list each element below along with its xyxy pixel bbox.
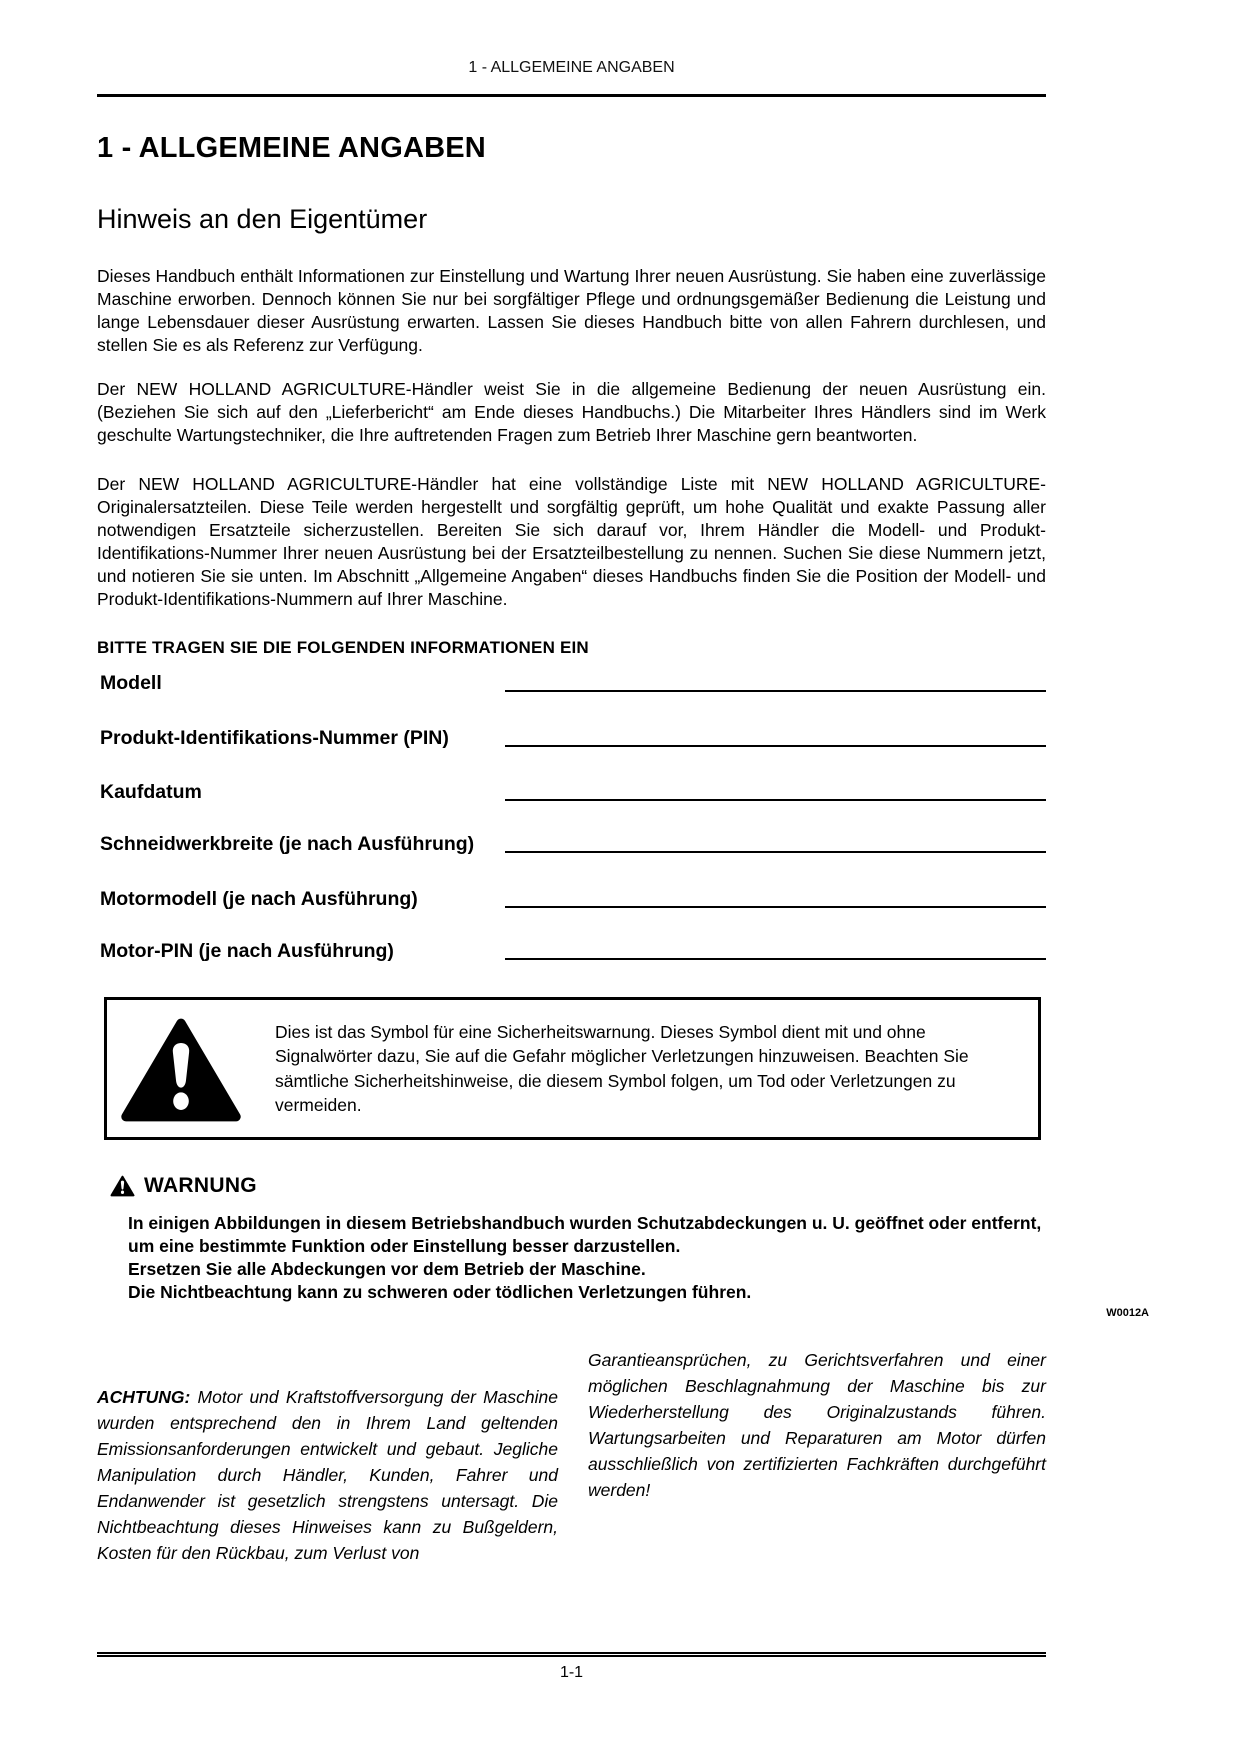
form-row-model — [97, 670, 1046, 696]
notice-left-column — [97, 1347, 558, 1566]
footer-divider — [97, 1652, 1046, 1657]
form-row-header-width — [97, 831, 1046, 857]
owner-form-heading: BITTE TRAGEN SIE DIE FOLGENDEN INFORMATIONEN EIN — [97, 638, 589, 657]
form-row-engine-model — [97, 886, 1046, 912]
warning-body — [128, 1212, 1046, 1304]
form-label-header-width: Schneidwerkbreite (je nach Ausführung) — [100, 833, 475, 855]
form-row-pin — [97, 725, 1046, 751]
form-label-purchase-date: Kaufdatum — [100, 781, 202, 803]
intro-paragraph-2: Der NEW HOLLAND AGRICULTURE-Händler weist Sie in die allgemeine Bedienung der neuen Ausrüstung ein. (Beziehen Sie sich auf den „Lieferbericht“ am Ende dieses Handbuchs.) Die Mitarbeiter Ihres Händlers sind im Werk geschulte Wartungstechniker, die Ihre auftretenden Fragen zum Betrieb Ihrer Maschine gern beantworten. — [97, 379, 1046, 445]
form-blank-line-model — [505, 690, 1046, 692]
notice-label: ACHTUNG: — [97, 1387, 191, 1407]
form-label-model: Modell — [100, 672, 162, 694]
safety-alert-text: Dies ist das Symbol für eine Sicherheitswarnung. Dieses Symbol dient mit und ohne Signalwörter dazu, Sie auf die Gefahr möglicher Verletzungen hinzuweisen. Beachten Sie sämtliche Sicherheitshinweise, die diesem Symbol folgen, um Tod oder Verletzungen zu vermeiden. — [275, 1021, 969, 1115]
chapter-title: 1 - ALLGEMEINE ANGABEN — [97, 132, 486, 164]
safety-alert-box — [104, 997, 1041, 1140]
form-label-engine-pin: Motor-PIN (je nach Ausführung) — [100, 940, 394, 962]
warning-heading — [110, 1174, 1046, 1198]
form-blank-line-purchase-date — [505, 799, 1046, 801]
form-label-engine-model: Motormodell (je nach Ausführung) — [100, 888, 418, 910]
notice-right-column — [588, 1347, 1046, 1566]
warning-line-1: In einigen Abbildungen in diesem Betriebshandbuch wurden Schutzabdeckungen u. U. geöffnet oder entfernt, um eine bestimmte Funktion oder Einstellung besser darzustellen. — [128, 1213, 1042, 1256]
safety-alert-triangle-icon — [117, 1016, 245, 1124]
notice-left-paragraph — [97, 1384, 558, 1566]
form-row-purchase-date — [97, 779, 1046, 805]
form-blank-line-pin — [505, 745, 1046, 747]
warning-label: WARNUNG — [144, 1174, 257, 1197]
page-number: 1-1 — [559, 1664, 584, 1681]
warning-line-3: Die Nichtbeachtung kann zu schweren oder tödlichen Verletzungen führen. — [128, 1282, 752, 1302]
form-label-pin: Produkt-Identifikations-Nummer (PIN) — [100, 727, 449, 749]
form-blank-line-engine-model — [505, 906, 1046, 908]
intro-paragraph-1: Dieses Handbuch enthält Informationen zur Einstellung und Wartung Ihrer neuen Ausrüstung. Sie haben eine zuverlässige Maschine erworben. Dennoch können Sie nur bei sorgfältiger Pflege und ordnungsgemäßer Bedienung die Leistung und lange Lebensdauer dieser Ausrüstung erwarten. Lassen Sie dieses Handbuch bitte von allen Fahrern durchlesen, und stellen Sie es als Referenz zur Verfügung. — [97, 266, 1046, 355]
page-footer — [97, 1652, 1046, 1682]
form-blank-line-engine-pin — [505, 958, 1046, 960]
warning-line-2: Ersetzen Sie alle Abdeckungen vor dem Betrieb der Maschine. — [128, 1259, 646, 1279]
form-blank-line-header-width — [505, 851, 1046, 853]
running-header: 1 - ALLGEMEINE ANGABEN — [468, 59, 675, 76]
section-title: Hinweis an den Eigentümer — [97, 204, 428, 234]
warning-reference-code: W0012A — [1106, 1307, 1149, 1319]
notice-columns — [97, 1347, 1046, 1566]
header-divider — [97, 94, 1046, 97]
form-row-engine-pin — [97, 938, 1046, 964]
intro-paragraph-3: Der NEW HOLLAND AGRICULTURE-Händler hat eine vollständige Liste mit NEW HOLLAND AGRICULTURE-Originalersatzteilen. Diese Teile werden hergestellt und sorgfältig geprüft, um hohe Qualität und exakte Passung aller notwendigen Ersatzteile sicherzustellen. Bereiten Sie sich darauf vor, Ihrem Händler die Modell- und Produkt-Identifikations-Nummer Ihrer neuen Ausrüstung bei der Ersatzteilbestellung zu nennen. Suchen Sie diese Nummern jetzt, und notieren Sie sie unten. Im Abschnitt „Allgemeine Angaben“ dieses Handbuchs finden Sie die Position der Modell- und Produkt-Identifikations-Nummern auf Ihrer Maschine. — [97, 474, 1046, 609]
notice-right-text: Garantieansprüchen, zu Gerichtsverfahren und einer möglichen Beschlagnahmung der Maschine bis zur Wiederherstellung des Originalzustands führen. Wartungsarbeiten und Reparaturen am Motor dürfen ausschließlich von zertifizierten Fachkräften durchgeführt werden! — [588, 1350, 1046, 1500]
notice-left-text: Motor und Kraftstoffversorgung der Maschine wurden entsprechend den in Ihrem Land geltenden Emissionsanforderungen entwickelt und gebaut. Jegliche Manipulation durch Händler, Kunden, Fahrer und Endanwender ist gesetzlich strengstens untersagt. Die Nichtbeachtung dieses Hinweises kann zu Bußgeldern, Kosten für den Rückbau, zum Verlust von — [97, 1387, 558, 1563]
warning-triangle-icon — [110, 1175, 135, 1197]
